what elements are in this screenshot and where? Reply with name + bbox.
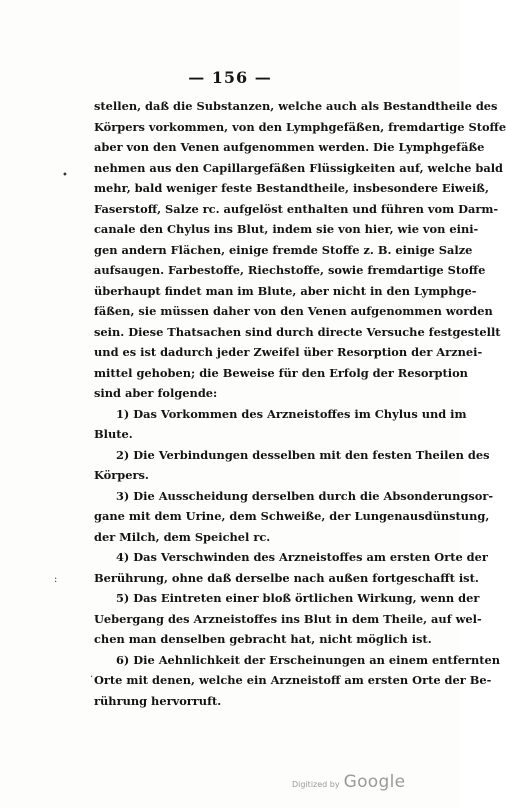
text-line: Blute. — [94, 427, 133, 441]
list-item-line: 3) Die Ausscheidung derselben durch die Absonderungsor- — [116, 488, 494, 503]
text-line: mehr, bald weniger feste Bestandtheile, insbesondere Eiweiß, — [94, 181, 489, 195]
text-line: stellen, daß die Substanzen, welche auch als Bestandtheile des — [94, 99, 498, 113]
text-line: Körpers. — [94, 468, 149, 482]
watermark-prefix: Digitized by — [292, 780, 340, 789]
list-item-line: 1) Das Vorkommen des Arzneistoffes im Chylus und im — [116, 406, 467, 421]
text-line: nehmen aus den Capillargefäßen Flüssigkeiten auf, welche bald — [94, 160, 503, 175]
text-line: Körpers vorkommen, von den Lymphgefäßen, fremdartige Stoffe — [94, 119, 506, 134]
list-item-line: 5) Das Eintreten einer bloß örtlichen Wirkung, wenn der — [116, 591, 480, 605]
text-line: gen andern Flächen, einige fremde Stoffe z. B. einige Salze — [94, 242, 473, 257]
text-line: Orte mit denen, welche ein Arzneistoff am ersten Orte der Be- — [94, 673, 492, 687]
text-line: und es ist dadurch jeder Zweifel über Resorption der Arznei- — [94, 345, 483, 359]
text-line: sein. Diese Thatsachen sind durch directe Versuche festgestellt — [94, 324, 501, 339]
text-line: mittel gehoben; die Beweise für den Erfolg der Resorption — [94, 365, 468, 380]
text-line: aber von den Venen aufgenommen werden. Die Lymphgefäße — [94, 140, 485, 154]
margin-mark: : — [54, 574, 58, 585]
text-line: chen man denselben gebracht hat, nicht möglich ist. — [94, 632, 432, 646]
text-line: fäßen, sie müssen daher von den Venen aufgenommen worden — [94, 304, 493, 318]
margin-mark: • — [62, 170, 68, 181]
digitized-by-watermark — [292, 772, 405, 792]
text-line: canale den Chylus ins Blut, indem sie von hier, wie von eini- — [94, 222, 479, 236]
text-line: Berührung, ohne daß derselbe nach außen fortgeschafft ist. — [94, 570, 479, 585]
list-item-line: 4) Das Verschwinden des Arzneistoffes am ersten Orte der — [116, 550, 488, 564]
text-line: der Milch, dem Speichel rc. — [94, 529, 271, 544]
text-line: überhaupt findet man im Blute, aber nicht in den Lymphge- — [94, 283, 477, 298]
text-line: sind aber folgende: — [94, 386, 218, 400]
text-line: aufsaugen. Farbestoffe, Riechstoffe, sowie fremdartige Stoffe — [94, 263, 486, 277]
text-line: Faserstoff, Salze rc. aufgelöst enthalten und führen vom Darm- — [94, 201, 499, 216]
body-text — [94, 96, 506, 711]
text-line: gane mit dem Urine, dem Schweiße, der Lungenausdünstung, — [94, 509, 490, 523]
watermark-brand: Google — [343, 772, 406, 792]
list-item-line: 6) Die Aehnlichkeit der Erscheinungen an einem entfernten — [116, 652, 501, 667]
text-line: Uebergang des Arzneistoffes ins Blut in dem Theile, auf wel- — [94, 611, 482, 626]
text-line: rührung hervorruft. — [94, 693, 222, 708]
list-item-line: 2) Die Verbindungen desselben mit den festen Theilen des — [116, 447, 490, 462]
margin-mark: · — [90, 672, 94, 683]
page-number: — 156 — — [188, 68, 272, 87]
